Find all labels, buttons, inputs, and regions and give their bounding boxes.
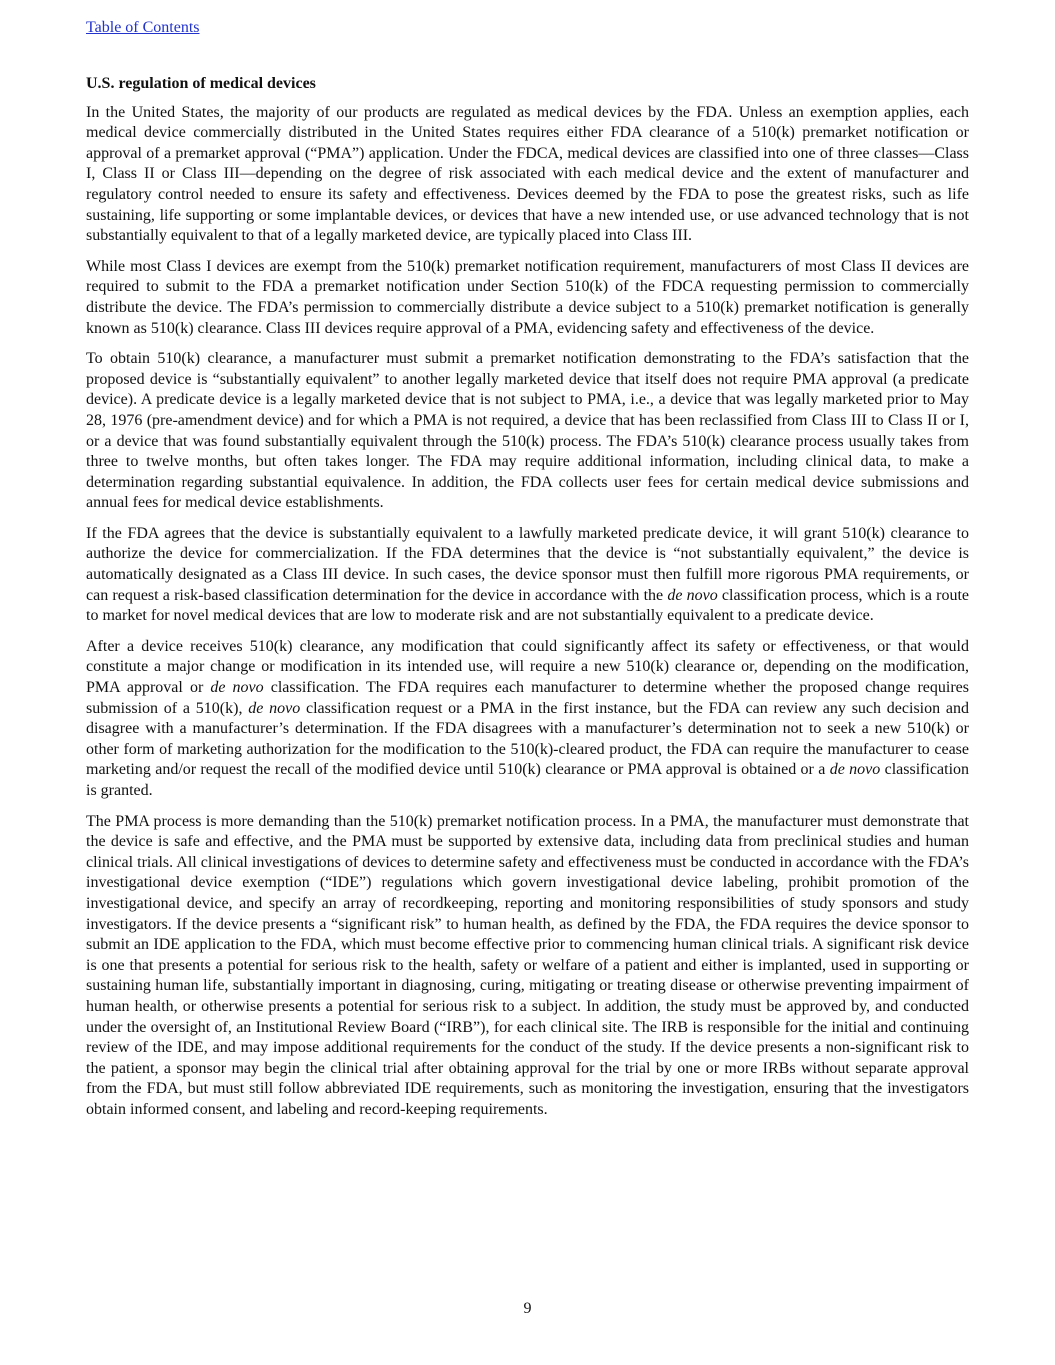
italic-term: de novo — [210, 679, 264, 697]
document-body — [86, 74, 969, 1131]
italic-term: de novo — [829, 761, 881, 779]
paragraph — [86, 257, 969, 339]
paragraph-text: To obtain 510(k) clearance, a manufacturer must submit a premarket notification demonstrating to the FDA’s satisfaction that the proposed device is “substantially equivalent” to another legally marketed device that itself does not require PMA approval (a predicate device). A predicate device is a legally marketed device that is not subject to PMA, i.e., a device that was legally marketed prior to May 28, 1976 (pre-amendment device) and for which a PMA is not required, a device that has been reclassified from Class III to Class II or I, or a device that was found substantially equivalent through the 510(k) process. The FDA’s 510(k) clearance process usually takes from three to twelve months, but often takes longer. The FDA may require additional information, including clinical data, to make a determination regarding substantial equivalence. In addition, the FDA collects user fees for certain medical device submissions and annual fees for medical device establishments. — [86, 350, 969, 512]
italic-term: de novo — [667, 586, 718, 604]
paragraph — [86, 103, 969, 247]
paragraph-text: After a device receives 510(k) clearance, any modification that could significantly affect its safety or effectiveness, or that would constitute a major change or modification in its intended use, will require a new 510(k) clearance or, depending on the modification, PMA approval or — [86, 637, 969, 697]
paragraph — [86, 637, 969, 802]
section-heading: U.S. regulation of medical devices — [86, 75, 316, 92]
table-of-contents-link[interactable]: Table of Contents — [86, 19, 200, 36]
italic-term: de novo — [248, 699, 301, 717]
paragraph — [86, 349, 969, 514]
paragraph-text: If the FDA agrees that the device is substantially equivalent to a lawfully marketed predicate device, it will grant 510(k) clearance to authorize the device for commercialization. If the FDA determines that the device is “not substantially equivalent,” the device is automatically designated as a Class III device. In such cases, the device sponsor must then fulfill more rigorous PMA requirements, or can request a risk-based classification determination for the device in accordance with the — [86, 524, 969, 604]
paragraph-text: While most Class I devices are exempt from the 510(k) premarket notification requirement, manufacturers of most Class II devices are required to submit to the FDA a premarket notification under Section 510(k) of the FDCA requesting permission to commercially distribute the device. The FDA’s permission to commercially distribute a device subject to a 510(k) premarket notification is generally known as 510(k) clearance. Class III devices require approval of a PMA, evidencing safety and effectiveness of the device. — [86, 257, 969, 337]
paragraph-text: The PMA process is more demanding than the 510(k) premarket notification process. In a PMA, the manufacturer must demonstrate that the device is safe and effective, and the PMA must be supported by extensive data, including data from preclinical studies and human clinical trials. All clinical investigations of devices to determine safety and effectiveness must be conducted in accordance with the FDA’s investigational device exemption (“IDE”) regulations which govern investigational device labeling, prohibit promotion of the investigational device, and specify an array of recordkeeping, reporting and monitoring responsibilities of study sponsors and study investigators. If the device presents a “significant risk” to human health, as defined by the FDA, the FDA requires the device sponsor to submit an IDE application to the FDA, which must become effective prior to commencing human clinical trials. A significant risk device is one that presents a potential for serious risk to the health, safety or welfare of a patient and either is implanted, used in supporting or sustaining human life, substantially important in diagnosing, curing, mitigating or treating disease or otherwise preventing impairment of human health, or otherwise presents a potential for serious risk to a subject. In addition, the study must be approved by, and conducted under the oversight of, an Institutional Review Board (“IRB”), for each clinical site. The IRB is responsible for the initial and continuing review of the IDE, and may impose additional requirements for the conduct of the study. If the device presents a non-significant risk to the patient, a sponsor may begin the clinical trial after obtaining approval for the trial by one or more IRBs without separate approval from the FDA, but must still follow abbreviated IDE requirements, such as monitoring the investigation, ensuring that the investigators obtain informed consent, and labeling and record-keeping requirements. — [86, 812, 969, 1118]
paragraph-text: classification. The FDA requires each manufacturer to determine whether the proposed change requires submission of a 510(k), — [86, 679, 969, 717]
paragraph — [86, 812, 969, 1121]
paragraph-text: classification process, which is a route to market for novel medical devices that are low to moderate risk and are not substantially equivalent to a predicate device. — [86, 586, 970, 625]
page-number: 9 — [523, 1300, 532, 1317]
paragraph — [86, 524, 969, 627]
paragraph-text: classification request or a PMA in the first instance, but the FDA can review any such decision and disagree with a manufacturer’s determination. If the FDA disagrees with a manufacturer’s determination not to seek a new 510(k) or other form of marketing authorization for the modification to the 510(k)-cleared product, the FDA can require the manufacturer to cease marketing and/or request the recall of the modified device until 510(k) clearance or PMA approval is obtained or a — [86, 699, 970, 779]
paragraph-text: classification is granted. — [86, 761, 970, 799]
paragraph-text: In the United States, the majority of our products are regulated as medical devices by the FDA. Unless an exemption applies, each medical device commercially distributed in the United States requires either FDA clearance of a 510(k) premarket notification or approval of a premarket approval (“PMA”) application. Under the FDCA, medical devices are classified into one of three classes—Class I, Class II or Class III—depending on the degree of risk associated with each medical device and the extent of manufacturer and regulatory control needed to ensure its safety and effectiveness. Devices deemed by the FDA to pose the greatest risks, such as life sustaining, life supporting or some implantable devices, or devices that have a new intended use, or use advanced technology that is not substantially equivalent to that of a legally marketed device, are typically placed into Class III. — [86, 103, 969, 245]
